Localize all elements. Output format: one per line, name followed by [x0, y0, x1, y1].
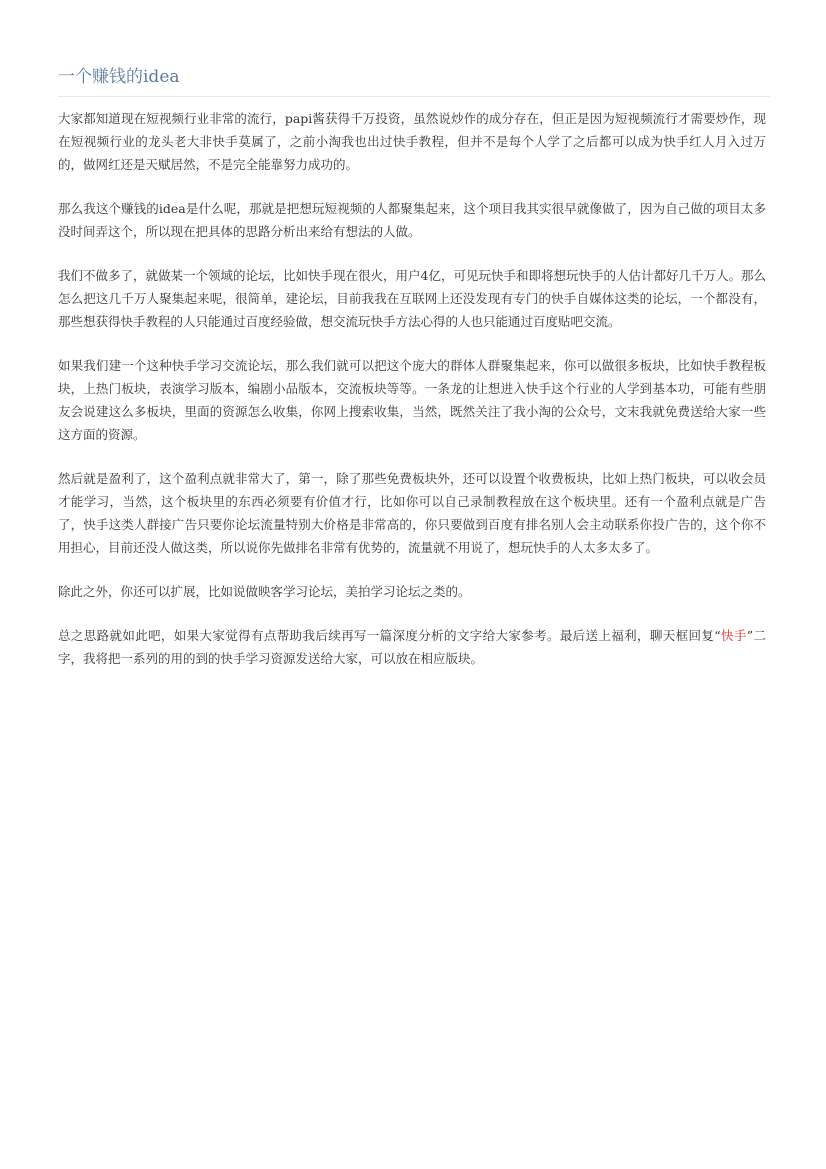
closing-text-before: 总之思路就如此吧，如果大家觉得有点帮助我后续再写一篇深度分析的文字给大家参考。最后送上福利，聊天框回复“ [58, 628, 721, 643]
paragraph-5: 然后就是盈利了，这个盈利点就非常大了，第一，除了那些免费板块外，还可以设置个收费板块，比如上热门板块，可以收会员才能学习，当然，这个板块里的东西必须要有价值才行，比如你可以自己录制教程放在这个板块里。还有一个盈利点就是广告了，快手这类人群接广告只要你论坛流量特别大价格是非常高的，你只要做到百度有排名别人会主动联系你投广告的，这个你不用担心，目前还没人做这类，所以说你先做排名非常有优势的，流量就不用说了，想玩快手的人太多太多了。 [58, 471, 766, 555]
closing-text-after: ”二字，我将把一系列的用的到的快手学习资源发送给大家，可以放在相应版块。 [58, 628, 766, 666]
paragraph-closing [58, 624, 766, 670]
paragraph-6: 除此之外，你还可以扩展，比如说做映客学习论坛，美拍学习论坛之类的。 [58, 584, 471, 599]
paragraph-4: 如果我们建一个这种快手学习交流论坛，那么我们就可以把这个庞大的群体人群聚集起来，你可以做很多板块，比如快手教程板块，上热门板块，表演学习版本，编剧小品版本，交流板块等等。一条龙的让想进入快手这个行业的人学到基本功，可能有些朋友会说建这么多板块，里面的资源怎么收集，你网上搜索收集，当然，既然关注了我小淘的公众号，文末我就免费送给大家一些这方面的资源。 [58, 358, 766, 442]
paragraph-2: 那么我这个赚钱的idea是什么呢，那就是把想玩短视频的人都聚集起来，这个项目我其实很早就像做了，因为自己做的项目太多没时间弄这个，所以现在把具体的思路分析出来给有想法的人做。 [58, 201, 766, 239]
paragraph-3: 我们不做多了，就做某一个领域的论坛，比如快手现在很火，用户4亿，可见玩快手和即将想玩快手的人估计都好几千万人。那么怎么把这几千万人聚集起来呢，很简单，建论坛，目前我我在互联网上还没发现有专门的快手自媒体这类的论坛，一个都没有，那些想获得快手教程的人只能通过百度经验做，想交流玩快手方法心得的人也只能通过百度贴吧交流。 [58, 268, 766, 329]
title-divider [58, 96, 770, 97]
article-title: 一个赚钱的idea [58, 67, 180, 87]
closing-keyword-highlight: 快手 [720, 628, 747, 643]
paragraph-1: 大家都知道现在短视频行业非常的流行，papi酱获得千万投资，虽然说炒作的成分存在，但正是因为短视频流行才需要炒作，现在短视频行业的龙头老大非快手莫属了，之前小淘我也出过快手教程，但并不是每个人学了之后都可以成为快手红人月入过万的，做网红还是天赋居然，不是完全能靠努力成功的。 [58, 111, 766, 172]
